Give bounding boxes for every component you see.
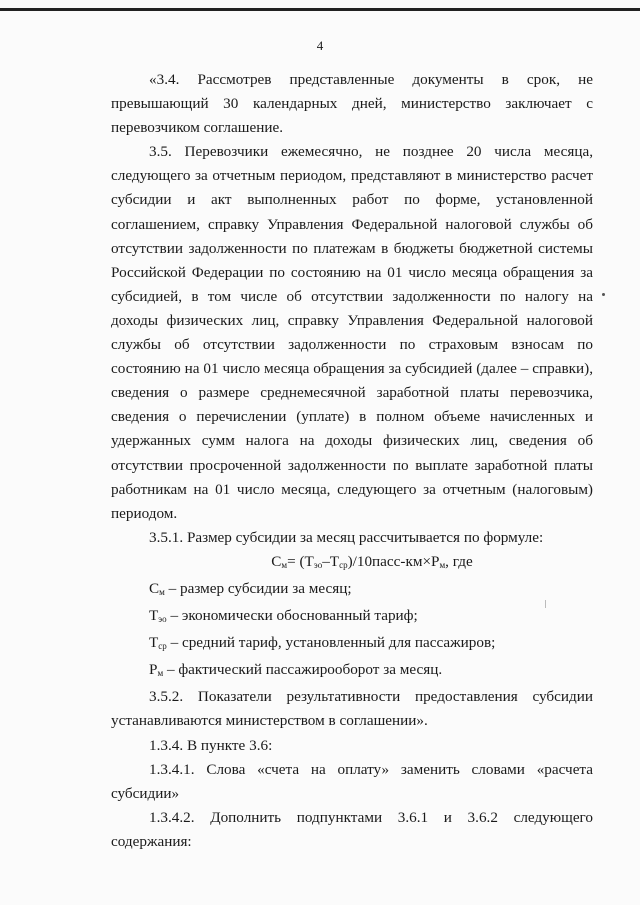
formula-part-2-sub: ср — [339, 559, 348, 570]
definition-tsr — [111, 631, 593, 658]
definition-text: – экономически обоснованный тариф; — [166, 607, 418, 625]
definition-text: – фактический пассажирооборот за месяц. — [163, 661, 443, 679]
scan-speck — [602, 293, 605, 296]
formula-part-3: )/10пасс-км×Р — [347, 552, 440, 570]
formula-part-3-sub: м — [439, 559, 446, 570]
subsidy-formula — [111, 550, 593, 577]
paragraph-3-4: «3.4. Рассмотрев представленные документы в срок, не превышающий 30 календарных дней, министерство заключает с перевозчиком соглашение. — [111, 71, 593, 137]
definition-text: – размер субсидии за месяц; — [164, 579, 352, 597]
page-number: 4 — [316, 38, 324, 53]
document-body — [111, 68, 593, 854]
definition-subscript: эо — [158, 614, 167, 625]
formula-tail: , где — [445, 552, 473, 570]
definition-text: – средний тариф, установленный для пассажиров; — [166, 634, 496, 652]
definition-symbol: Т — [149, 634, 159, 652]
formula-lhs: С — [271, 552, 282, 570]
paragraph-3-5-1: 3.5.1. Размер субсидии за месяц рассчитывается по формуле: — [149, 528, 544, 546]
scan-mark — [545, 600, 546, 608]
paragraph-3-5-2: 3.5.2. Показатели результативности предоставления субсидии устанавливаются министерством в соглашении». — [111, 688, 593, 730]
definition-cm — [111, 577, 593, 604]
definition-symbol: Т — [149, 607, 159, 625]
definition-subscript: ср — [158, 641, 167, 652]
definition-teo — [111, 604, 593, 631]
definition-symbol: С — [149, 579, 160, 597]
formula-part-1: = (Т — [287, 552, 314, 570]
formula-part-2: –Т — [322, 552, 340, 570]
definition-pm — [111, 658, 593, 685]
paragraph-3-5: 3.5. Перевозчики ежемесячно, не позднее 20 числа месяца, следующего за отчетным периодом, представляют в министерство расчет субсидии и акт выполненных работ по форме, установленной соглашением, справку Управления Федеральной налоговой службы об отсутствии задолженности по платежам в бюджеты бюджетной системы Российской Федерации по состоянию на 01 число месяца обращения за субсидией, в том числе об отсутствии задолженности по налогу на доходы физических лиц, справку Управления Федеральной налоговой службы об отсутствии задолженности по страховым взносам по состоянию на 01 число месяца обращения за субсидией (далее – справки), сведения о размере среднемесячной заработной платы перевозчика, сведения о перечислении (уплате) в полном объеме начисленных и удержанных сумм налога на доходы физических лиц, сведения об отсутствии просроченной задолженности по выплате заработной платы работникам на 01 число месяца, следующего за отчетным (налоговым) периодом. — [111, 143, 593, 522]
definition-symbol: Р — [149, 661, 158, 679]
definition-subscript: м — [159, 586, 165, 597]
formula-part-1-sub: эо — [313, 559, 323, 570]
definition-subscript: м — [157, 668, 164, 679]
paragraph-1-3-4-2: 1.3.4.2. Дополнить подпунктами 3.6.1 и 3.6.2 следующего содержания: — [111, 808, 593, 850]
paragraph-1-3-4: 1.3.4. В пункте 3.6: — [149, 736, 273, 754]
top-border — [0, 8, 640, 11]
paragraph-1-3-4-1: 1.3.4.1. Слова «счета на оплату» заменить словами «расчета субсидии» — [111, 760, 593, 802]
formula-lhs-sub: м — [281, 559, 288, 570]
